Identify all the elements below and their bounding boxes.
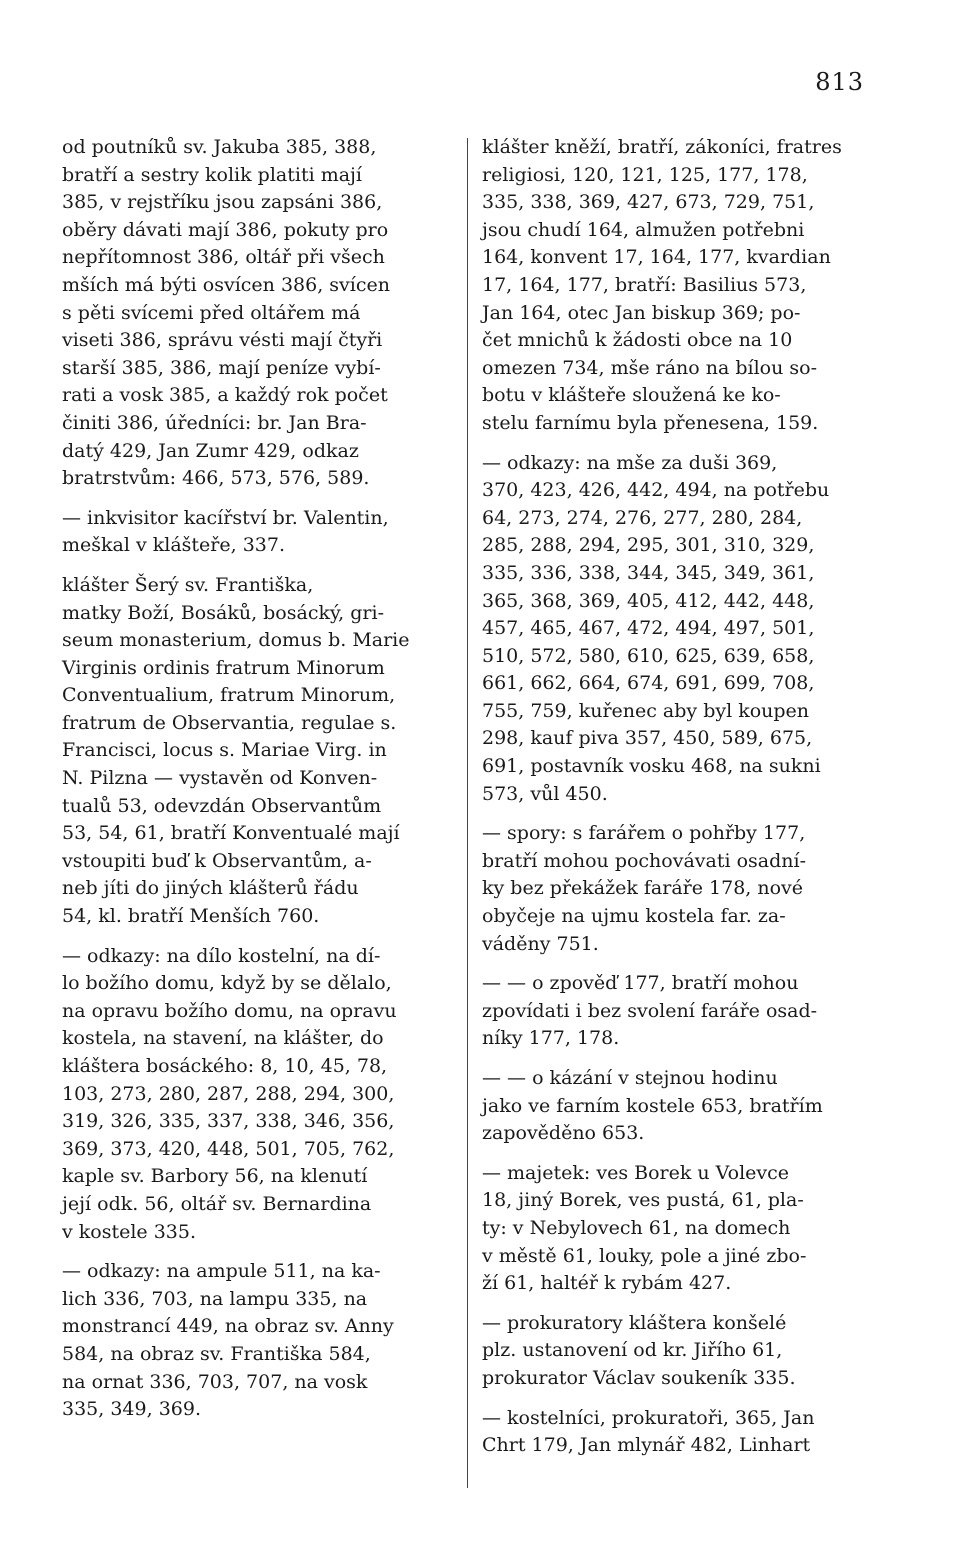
text-line: bratrstvům: 466, 573, 576, 589. [62,467,370,490]
text-line: oběry dávati mají 386, pokuty pro [62,218,389,241]
text-line: Chrt 179, Jan mlynář 482, Linhart [482,1434,811,1457]
text-line: 298, kauf piva 357, 450, 589, 675, [482,727,813,750]
text-line: v městě 61, louky, pole a jiné zbo- [482,1244,807,1267]
text-line: — odkazy: na mše za duši 369, [482,451,778,474]
index-entry [482,1310,854,1393]
text-line: — — o kázání v stejnou hodinu [482,1067,778,1089]
text-line: činiti 386, úředníci: br. Jan Bra- [62,411,367,434]
text-line: 164, konvent 17, 164, 177, kvardian [482,246,831,269]
text-line: 18, jiný Borek, ves pustá, 61, pla- [482,1189,804,1212]
text-line: Francisci, locus s. Mariae Virg. in [62,739,387,762]
index-entry [62,572,455,931]
text-line: 103, 273, 280, 287, 288, 294, 300, [62,1082,395,1105]
text-line: — inkvisitor kacířství br. Valentin, [62,506,389,529]
text-line: 53, 54, 61, bratří Konventualé mají [62,822,400,845]
text-line: — — o zpověď 177, bratří mohou [482,972,799,995]
text-line: 370, 423, 426, 442, 494, na potřebu [482,479,830,502]
index-entry [482,820,854,958]
text-line: čet mnichů k žádosti obce na 10 [482,329,793,352]
right-column [482,134,854,1460]
text-line: N. Pilzna — vystavěn od Konven- [62,767,378,790]
text-line: níky 177, 178. [482,1027,620,1050]
text-line: matky Boží, Bosáků, bosácký, gri- [62,601,385,624]
text-line: 755, 759, kuřenec aby byl koupen [482,699,810,722]
index-entry [62,1258,455,1424]
index-entry [482,1065,854,1148]
text-line: ží 61, haltéř k rybám 427. [482,1272,732,1295]
text-line: plz. ustanovení od kr. Jiřího 61, [482,1339,783,1362]
text-line: religiosi, 120, 121, 125, 177, 178, [482,163,808,186]
text-line: 64, 273, 274, 276, 277, 280, 284, [482,506,803,529]
text-line: bratří a sestry kolik platiti mají [62,163,363,186]
text-line: 510, 572, 580, 610, 625, 639, 658, [482,644,815,667]
text-line: mších má býti osvícen 386, svícen [62,273,390,296]
text-line: neb jíti do jiných klášterů řádu [62,877,359,900]
index-entry [482,1405,854,1460]
text-line: 54, kl. bratří Menších 760. [62,905,320,928]
text-line: 385, v rejstříku jsou zapsáni 386, [62,191,383,214]
text-line: omezen 734, mše ráno na bílou so- [482,356,817,379]
text-line: Jan 164, otec Jan biskup 369; po- [482,301,801,324]
text-line: vstoupiti buď k Observantům, a- [62,849,372,872]
text-line: 573, vůl 450. [482,782,608,805]
text-line: 365, 368, 369, 405, 412, 442, 448, [482,589,815,612]
text-line: lich 336, 703, na lampu 335, na [62,1287,368,1310]
text-line: datý 429, Jan Zumr 429, odkaz [62,439,359,462]
text-line: viseti 386, správu vésti mají čtyři [62,329,383,352]
text-line: kláštera bosáckého: 8, 10, 45, 78, [62,1055,388,1077]
text-line: 457, 465, 467, 472, 494, 497, 501, [482,617,815,640]
text-line: zapověděno 653. [482,1122,645,1145]
text-line: klášter Šerý sv. Františka, [62,573,314,596]
text-line: prokurator Václav soukeník 335. [482,1366,796,1389]
text-line: fratrum de Observantia, regulae s. [62,711,397,734]
text-line: 691, postavník vosku 468, na sukni [482,755,821,778]
text-line: — kostelníci, prokuratoři, 365, Jan [482,1406,815,1429]
text-line: tualů 53, odevzdán Observantům [62,794,382,817]
text-line: 285, 288, 294, 295, 301, 310, 329, [482,534,815,557]
text-line: jsou chudí 164, almužen potřebni [482,218,805,241]
text-line: 335, 336, 338, 344, 345, 349, 361, [482,561,815,584]
text-line: 584, na obraz sv. Františka 584, [62,1342,371,1365]
text-line: 661, 662, 664, 674, 691, 699, 708, [482,672,815,695]
left-column [62,134,455,1424]
index-entry [62,134,455,493]
column-rule [467,138,468,1488]
text-line: 319, 326, 335, 337, 338, 346, 356, [62,1110,395,1133]
index-entry [482,1160,854,1298]
text-line: 17, 164, 177, bratří: Basilius 573, [482,273,807,296]
text-line: 369, 373, 420, 448, 501, 705, 762, [62,1137,395,1160]
text-line: od poutníků sv. Jakuba 385, 388, [62,136,377,158]
text-line: meškal v klášteře, 337. [62,534,285,557]
text-line: rati a vosk 385, a každý rok počet [62,384,388,407]
text-line: obyčeje na ujmu kostela far. za- [482,905,786,928]
text-line: 335, 338, 369, 427, 673, 729, 751, [482,191,815,214]
text-line: ty: v Nebylovech 61, na domech [482,1216,791,1239]
index-entry [62,943,455,1247]
text-line: na ornat 336, 703, 707, na vosk [62,1370,368,1393]
text-line: starší 385, 386, mají peníze vybí- [62,356,381,379]
text-line: ky bez překážek faráře 178, nové [482,877,804,900]
text-line: monstrancí 449, na obraz sv. Anny [62,1315,394,1338]
index-entry [482,450,854,809]
text-line: — odkazy: na ampule 511, na ka- [62,1260,381,1283]
text-line: bratří mohou pochovávati osadní- [482,849,807,872]
text-line: Virginis ordinis fratrum Minorum [62,656,385,679]
text-line: seum monasterium, domus b. Marie [62,629,410,652]
text-line: — prokuratory kláštera konšelé [482,1311,787,1334]
text-line: zpovídati i bez svolení faráře osad- [482,999,818,1022]
text-line: — majetek: ves Borek u Volevce [482,1161,790,1184]
text-line: její odk. 56, oltář sv. Bernardina [62,1192,372,1215]
text-line: váděny 751. [482,932,599,955]
text-line: v kostele 335. [62,1220,197,1243]
text-line: klášter kněží, bratří, zákoníci, fratres [482,136,842,158]
text-line: botu v klášteře sloužená ke ko- [482,384,781,407]
text-line: jako ve farním kostele 653, bratřím [482,1094,823,1117]
index-entry [482,970,854,1053]
text-line: Conventualium, fratrum Minorum, [62,684,396,707]
text-line: nepřítomnost 386, oltář při všech [62,246,385,269]
text-line: 335, 349, 369. [62,1398,201,1421]
index-entry [482,134,854,438]
text-line: stelu farnímu byla přenesena, 159. [482,411,819,434]
index-entry [62,505,455,560]
text-line: — odkazy: na dílo kostelní, na dí- [62,944,381,967]
text-line: s pěti svícemi před oltářem má [62,301,361,324]
text-line: — spory: s farářem o pohřby 177, [482,822,806,845]
text-line: kaple sv. Barbory 56, na klenutí [62,1165,368,1188]
text-line: lo božího domu, když by se dělalo, [62,972,392,995]
page-number: 813 [815,68,864,96]
text-line: kostela, na stavení, na klášter, do [62,1027,384,1050]
text-line: na opravu božího domu, na opravu [62,999,397,1022]
